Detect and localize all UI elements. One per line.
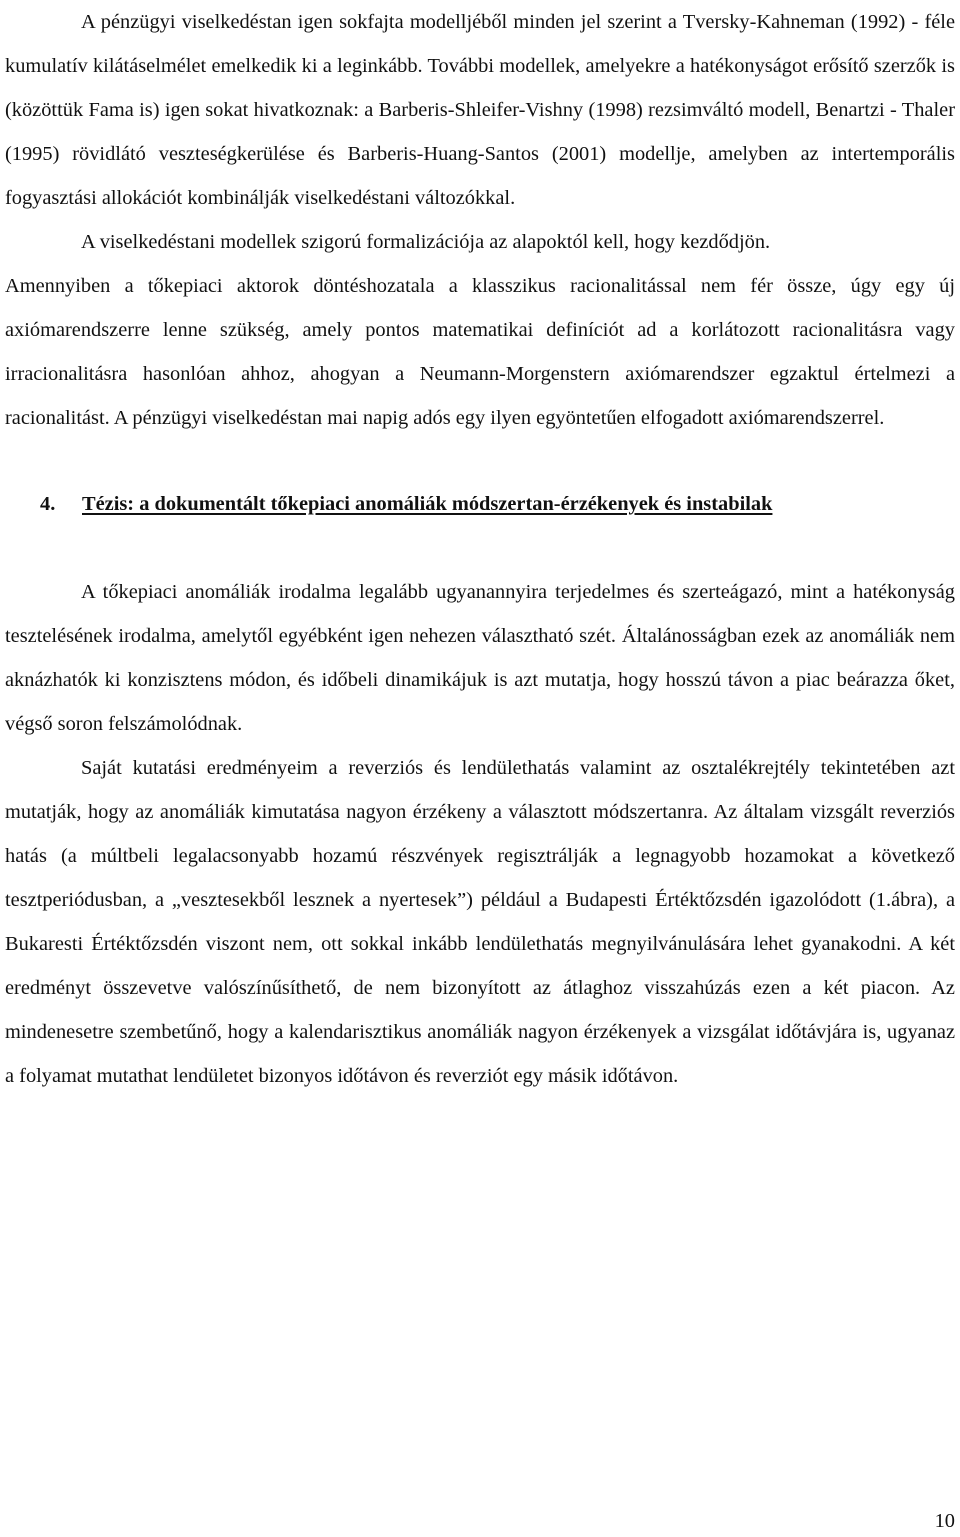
document-page bbox=[5, 0, 955, 1098]
section-title: Tézis: a dokumentált tőkepiaci anomáliák módszertan-érzékenyek és instabilak bbox=[82, 493, 773, 515]
paragraph-body-1: A tőkepiaci anomáliák irodalma legalább ugyanannyira terjedelmes és szerteágazó, mint a hatékonyság tesztelésének irodalma, amelytől egyébként igen nehezen választható szét. Általánosságban ezek az anomáliák nem aknázhatók ki konzisztens módon, és időbeli dinamikájuk is azt mutatja, hogy hosszú távon a piac beárazza őket, végső soron felszámolódnak. bbox=[5, 581, 955, 735]
paragraph-intro-2: A viselkedéstani modellek szigorú formalizációja az alapoktól kell, hogy kezdődjön. bbox=[81, 231, 771, 253]
paragraph-intro-3: Amennyiben a tőkepiaci aktorok döntéshozatala a klasszikus racionalitással nem fér össze, úgy egy új axiómarendszerre lenne szükség, amely pontos matematikai definíciót ad a korlátozott racionalitásra vagy irracionalitásra hasonlóan ahhoz, ahogyan a Neumann-Morgenstern axiómarendszer egzaktul értelmezi a racionalitást. A pénzügyi viselkedéstan mai napig adós egy ilyen egyöntetűen elfogadott axiómarendszerrel. bbox=[5, 275, 955, 429]
section-heading bbox=[5, 482, 955, 526]
page-number: 10 bbox=[934, 1510, 955, 1532]
paragraph-intro-1: A pénzügyi viselkedéstan igen sokfajta modelljéből minden jel szerint a Tversky-Kahneman (1992) - féle kumulatív kilátáselmélet emelkedik ki a leginkább. További modellek, amelyekre a hatékonyságot erősítő szerzők is (közöttük Fama is) igen sokat hivatkoznak: a Barberis-Shleifer-Vishny (1998) rezsimváltó modell, Benartzi - Thaler (1995) rövidlátó veszteségkerülése és Barberis-Huang-Santos (2001) modellje, amelyben az intertemporális fogyasztási allokációt kombinálják viselkedéstani változókkal. bbox=[5, 11, 955, 209]
paragraph-body-2: Saját kutatási eredményeim a reverziós és lendülethatás valamint az osztalékrejtély tekintetében azt mutatják, hogy az anomáliák kimutatása nagyon érzékeny a választott módszertanra. Az általam vizsgált reverziós hatás (a múltbeli legalacsonyabb hozamú részvények regisztrálják a legnagyobb hozamokat a következő tesztperiódusban, a „vesztesekből lesznek a nyertesek”) például a Budapesti Értéktőzsdén igazolódott (1.ábra), a Bukaresti Értéktőzsdén viszont nem, ott sokkal inkább lendülethatás megnyilvánulására lehet gyanakodni. A két eredményt összevetve valószínűsíthető, de nem bizonyított az átlaghoz visszahúzás ezen a két piacon. Az mindenesetre szembetűnő, hogy a kalendarisztikus anomáliák nagyon érzékenyek a vizsgálat időtávjára is, ugyanaz a folyamat mutathat lendületet bizonyos időtávon és reverziót egy másik időtávon. bbox=[5, 757, 955, 1087]
section-number: 4. bbox=[40, 493, 56, 515]
